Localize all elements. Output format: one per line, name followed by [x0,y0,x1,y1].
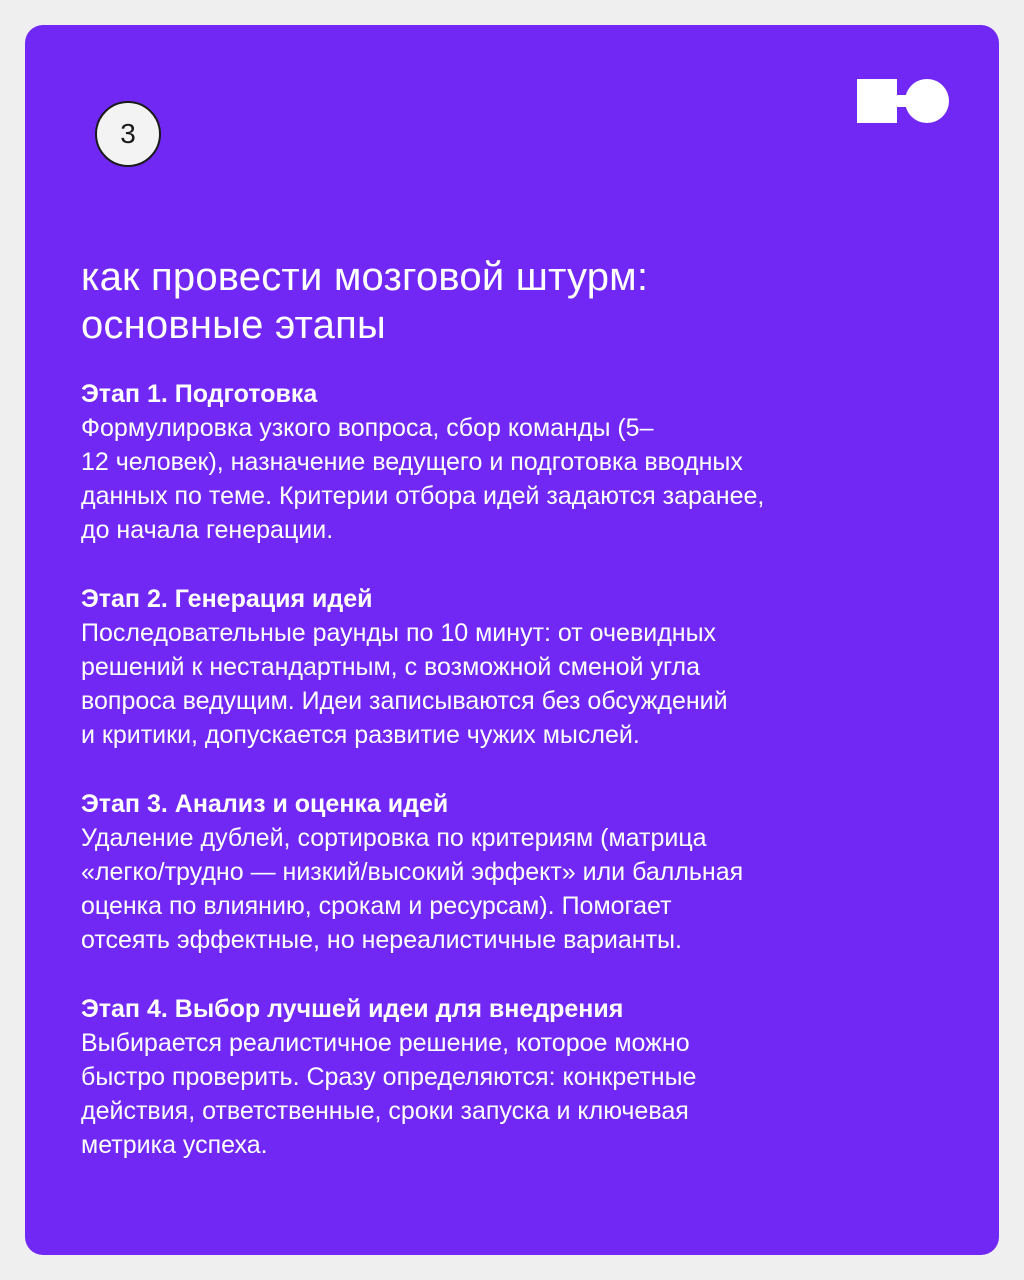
stage-block [81,992,961,1162]
stage-text-line: 12 человек), назначение ведущего и подготовка вводных [81,448,743,476]
stage-text-line: быстро проверить. Сразу определяются: конкретные [81,1063,697,1091]
stages-list [81,377,961,1197]
stage-text-line: и критики, допускается развитие чужих мыслей. [81,721,640,749]
stage-heading: Этап 3. Анализ и оценка идей [81,790,449,818]
stage-heading: Этап 4. Выбор лучшей идеи для внедрения [81,995,624,1023]
stage-text-line: «легко/трудно — низкий/высокий эффект» или балльная [81,858,744,886]
page-number-badge [95,101,161,167]
stage-text-line: Выбирается реалистичное решение, которое можно [81,1029,690,1057]
stage-text-line: данных по теме. Критерии отбора идей задаются заранее, [81,482,765,510]
stage-description [81,411,961,547]
page-number: 3 [120,118,136,149]
stage-text-line: Последовательные раунды по 10 минут: от очевидных [81,619,717,647]
stage-text-line: метрика успеха. [81,1131,268,1159]
page-title [81,253,961,349]
stage-description [81,821,961,957]
stage-description [81,616,961,752]
stage-text-line: отсеять эффектные, но нереалистичные варианты. [81,926,682,954]
stage-text-line: до начала генерации. [81,516,334,544]
stage-text-line: решений к нестандартным, с возможной сменой угла [81,653,701,681]
stage-text-line: оценка по влиянию, срокам и ресурсам). Помогает [81,892,672,920]
title-line: основные этапы [81,303,386,347]
title-line: как провести мозговой штурм: [81,255,649,299]
stage-text-line: Удаление дублей, сортировка по критериям (матрица [81,824,707,852]
stage-block [81,787,961,957]
stage-text-line: действия, ответственные, сроки запуска и ключевая [81,1097,689,1125]
stage-heading: Этап 1. Подготовка [81,380,318,408]
stage-heading: Этап 2. Генерация идей [81,585,373,613]
stage-block [81,377,961,547]
stage-text-line: вопроса ведущим. Идеи записываются без обсуждений [81,687,728,715]
mo-logo-icon [857,79,949,123]
stage-block [81,582,961,752]
stage-text-line: Формулировка узкого вопроса, сбор команды (5– [81,414,654,442]
stage-description [81,1026,961,1162]
slide-card [25,25,999,1255]
